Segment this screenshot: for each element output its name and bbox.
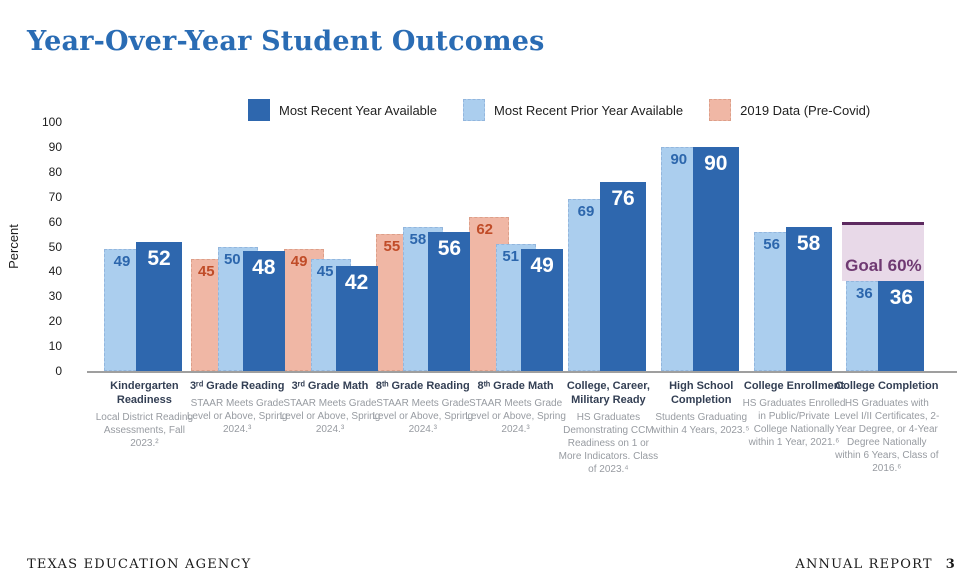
- bar-value-pre_covid: 49: [290, 253, 308, 270]
- group-label-title: College Completion: [835, 380, 939, 392]
- y-tick-label: 10: [48, 339, 62, 354]
- y-tick-label: 100: [41, 115, 62, 129]
- x-label-3rd-grade-math: [277, 380, 383, 436]
- bar-group-8th-grade-math: [469, 122, 562, 371]
- y-tick-label: 60: [48, 214, 62, 229]
- x-label-high-school-completion: [648, 380, 754, 437]
- x-label-3rd-grade-reading: [184, 380, 290, 436]
- bar-value-pre_covid: 45: [197, 262, 215, 280]
- bar-value-recent: 90: [704, 151, 728, 175]
- y-tick-label: 80: [48, 164, 62, 179]
- bar-value-prior: 69: [577, 203, 595, 221]
- footer-report: [795, 557, 956, 572]
- goal-region: [842, 222, 924, 282]
- group-label-sub: STAAR Meets Grade Level or Above, Spring 2024.³: [465, 397, 566, 435]
- x-label-8th-grade-math: [463, 380, 569, 436]
- group-label-title: 3ʳᵈ Grade Reading: [189, 380, 285, 392]
- bar-group-college-enrollment: [748, 122, 841, 371]
- group-label-title: 8ᵗʰ Grade Reading: [375, 380, 470, 392]
- legend-swatch-prior: [463, 99, 485, 121]
- x-label-college-completion: [834, 380, 940, 475]
- footer-report-label: ANNUAL REPORT: [795, 557, 933, 572]
- bar-value-recent: 49: [530, 254, 554, 277]
- group-label-sub: HS Graduates Enrolled in Public/Private College Nationally within 1 Year, 2021.⁶: [742, 397, 846, 448]
- x-label-college-enrollment: [741, 380, 847, 449]
- legend-swatch-recent: [248, 99, 270, 121]
- bar-value-pre_covid: 62: [476, 220, 494, 238]
- bar-group-kindergarten-readiness: [98, 122, 191, 371]
- bar-chart-plot: [87, 122, 957, 371]
- legend-label: Most Recent Year Available: [279, 102, 438, 118]
- group-label-sub: HS Graduates with Level I/II Certificates, 2-Year Degree, or 4-Year Degree Nationally within 6 Years, Class of 2016.⁶: [834, 397, 940, 474]
- bar-value-recent: 52: [147, 246, 171, 270]
- y-tick-label: 40: [48, 264, 62, 279]
- bar-value-prior: 49: [113, 253, 131, 270]
- bar-value-prior: 36: [856, 285, 873, 303]
- bar-value-prior: 90: [670, 150, 688, 168]
- footer-agency: TEXAS EDUCATION AGENCY: [27, 557, 252, 572]
- bar-value-recent: 76: [611, 186, 635, 210]
- group-label-title: Kindergarten Readiness: [110, 380, 179, 406]
- group-label-sub: Local District Reading Assessments, Fall 2023.²: [95, 411, 194, 449]
- bar-recent-3rd-grade-math: [336, 266, 378, 371]
- bar-group-3rd-grade-math: [284, 122, 377, 371]
- x-label-college-career-military-ready: [555, 380, 661, 476]
- group-label-title: College Enrollment: [743, 380, 845, 392]
- bar-group-3rd-grade-reading: [191, 122, 284, 371]
- bar-value-prior: 50: [223, 250, 241, 268]
- group-label-title: 8ᵗʰ Grade Math: [477, 380, 554, 392]
- group-label-sub: STAAR Meets Grade Level or Above, Spring 2024.³: [279, 397, 381, 435]
- legend-item-recent: [248, 99, 437, 121]
- group-label-title: High School Completion: [669, 380, 734, 406]
- x-label-8th-grade-reading: [370, 380, 476, 436]
- legend-label: 2019 Data (Pre-Covid): [740, 102, 871, 118]
- bar-value-pre_covid: 55: [383, 238, 401, 256]
- bar-group-8th-grade-reading: [376, 122, 469, 371]
- chart-legend: [248, 99, 870, 121]
- bar-recent-college-completion: [878, 281, 924, 371]
- bar-value-recent: 56: [437, 236, 462, 260]
- bar-value-prior: 51: [502, 248, 520, 266]
- y-tick-label: 0: [55, 364, 62, 378]
- footer-page-number: 3: [945, 557, 956, 572]
- group-label-title: College, Career, Military Ready: [566, 380, 650, 406]
- y-tick-label: 30: [48, 289, 62, 304]
- legend-swatch-pre-covid: [709, 99, 731, 121]
- bar-recent-8th-grade-math: [521, 249, 563, 371]
- legend-item-pre-covid: [709, 99, 870, 121]
- x-label-kindergarten-readiness: [91, 380, 197, 450]
- bar-value-recent: 42: [344, 271, 369, 295]
- bar-value-recent: 48: [252, 256, 276, 280]
- y-tick-label: 90: [48, 139, 62, 154]
- legend-item-prior: [463, 99, 683, 121]
- bar-value-prior: 45: [316, 262, 334, 280]
- bar-recent-3rd-grade-reading: [243, 251, 285, 371]
- group-label-sub: Students Graduating within 4 Years, 2023.⁵: [652, 411, 750, 436]
- bar-group-college-completion: [840, 122, 933, 371]
- bar-value-prior: 56: [763, 235, 780, 253]
- goal-label: Goal 60%: [845, 256, 922, 276]
- y-axis: [20, 115, 62, 378]
- legend-label: Most Recent Prior Year Available: [494, 102, 684, 118]
- y-tick-label: 70: [48, 189, 62, 204]
- x-axis-line: [87, 371, 957, 373]
- y-tick-label: 20: [48, 314, 62, 329]
- group-label-sub: STAAR Meets Grade Level or Above, Spring 2024.³: [186, 397, 288, 435]
- group-label-sub: STAAR Meets Grade Level or Above, Spring 2024.³: [372, 397, 474, 435]
- bar-recent-college-career-military-ready: [600, 182, 646, 371]
- bar-value-prior: 58: [409, 230, 427, 248]
- group-label-sub: HS Graduates Demonstrating CCM Readiness on 1 or More Indicators. Class of 2023.⁴: [558, 411, 659, 475]
- page-title: Year-Over-Year Student Outcomes: [27, 26, 545, 57]
- y-axis-title: Percent: [5, 224, 21, 269]
- y-tick-label: 50: [48, 239, 62, 254]
- bar-value-recent: 36: [889, 286, 914, 310]
- bar-group-high-school-completion: [655, 122, 748, 371]
- bar-group-college-career-military-ready: [562, 122, 655, 371]
- bar-recent-8th-grade-reading: [428, 232, 470, 371]
- bar-recent-high-school-completion: [693, 147, 739, 371]
- group-label-title: 3ʳᵈ Grade Math: [291, 380, 369, 392]
- page-footer: [27, 557, 956, 572]
- bar-recent-kindergarten-readiness: [136, 242, 182, 371]
- bar-value-recent: 58: [796, 231, 821, 255]
- bar-recent-college-enrollment: [786, 227, 832, 371]
